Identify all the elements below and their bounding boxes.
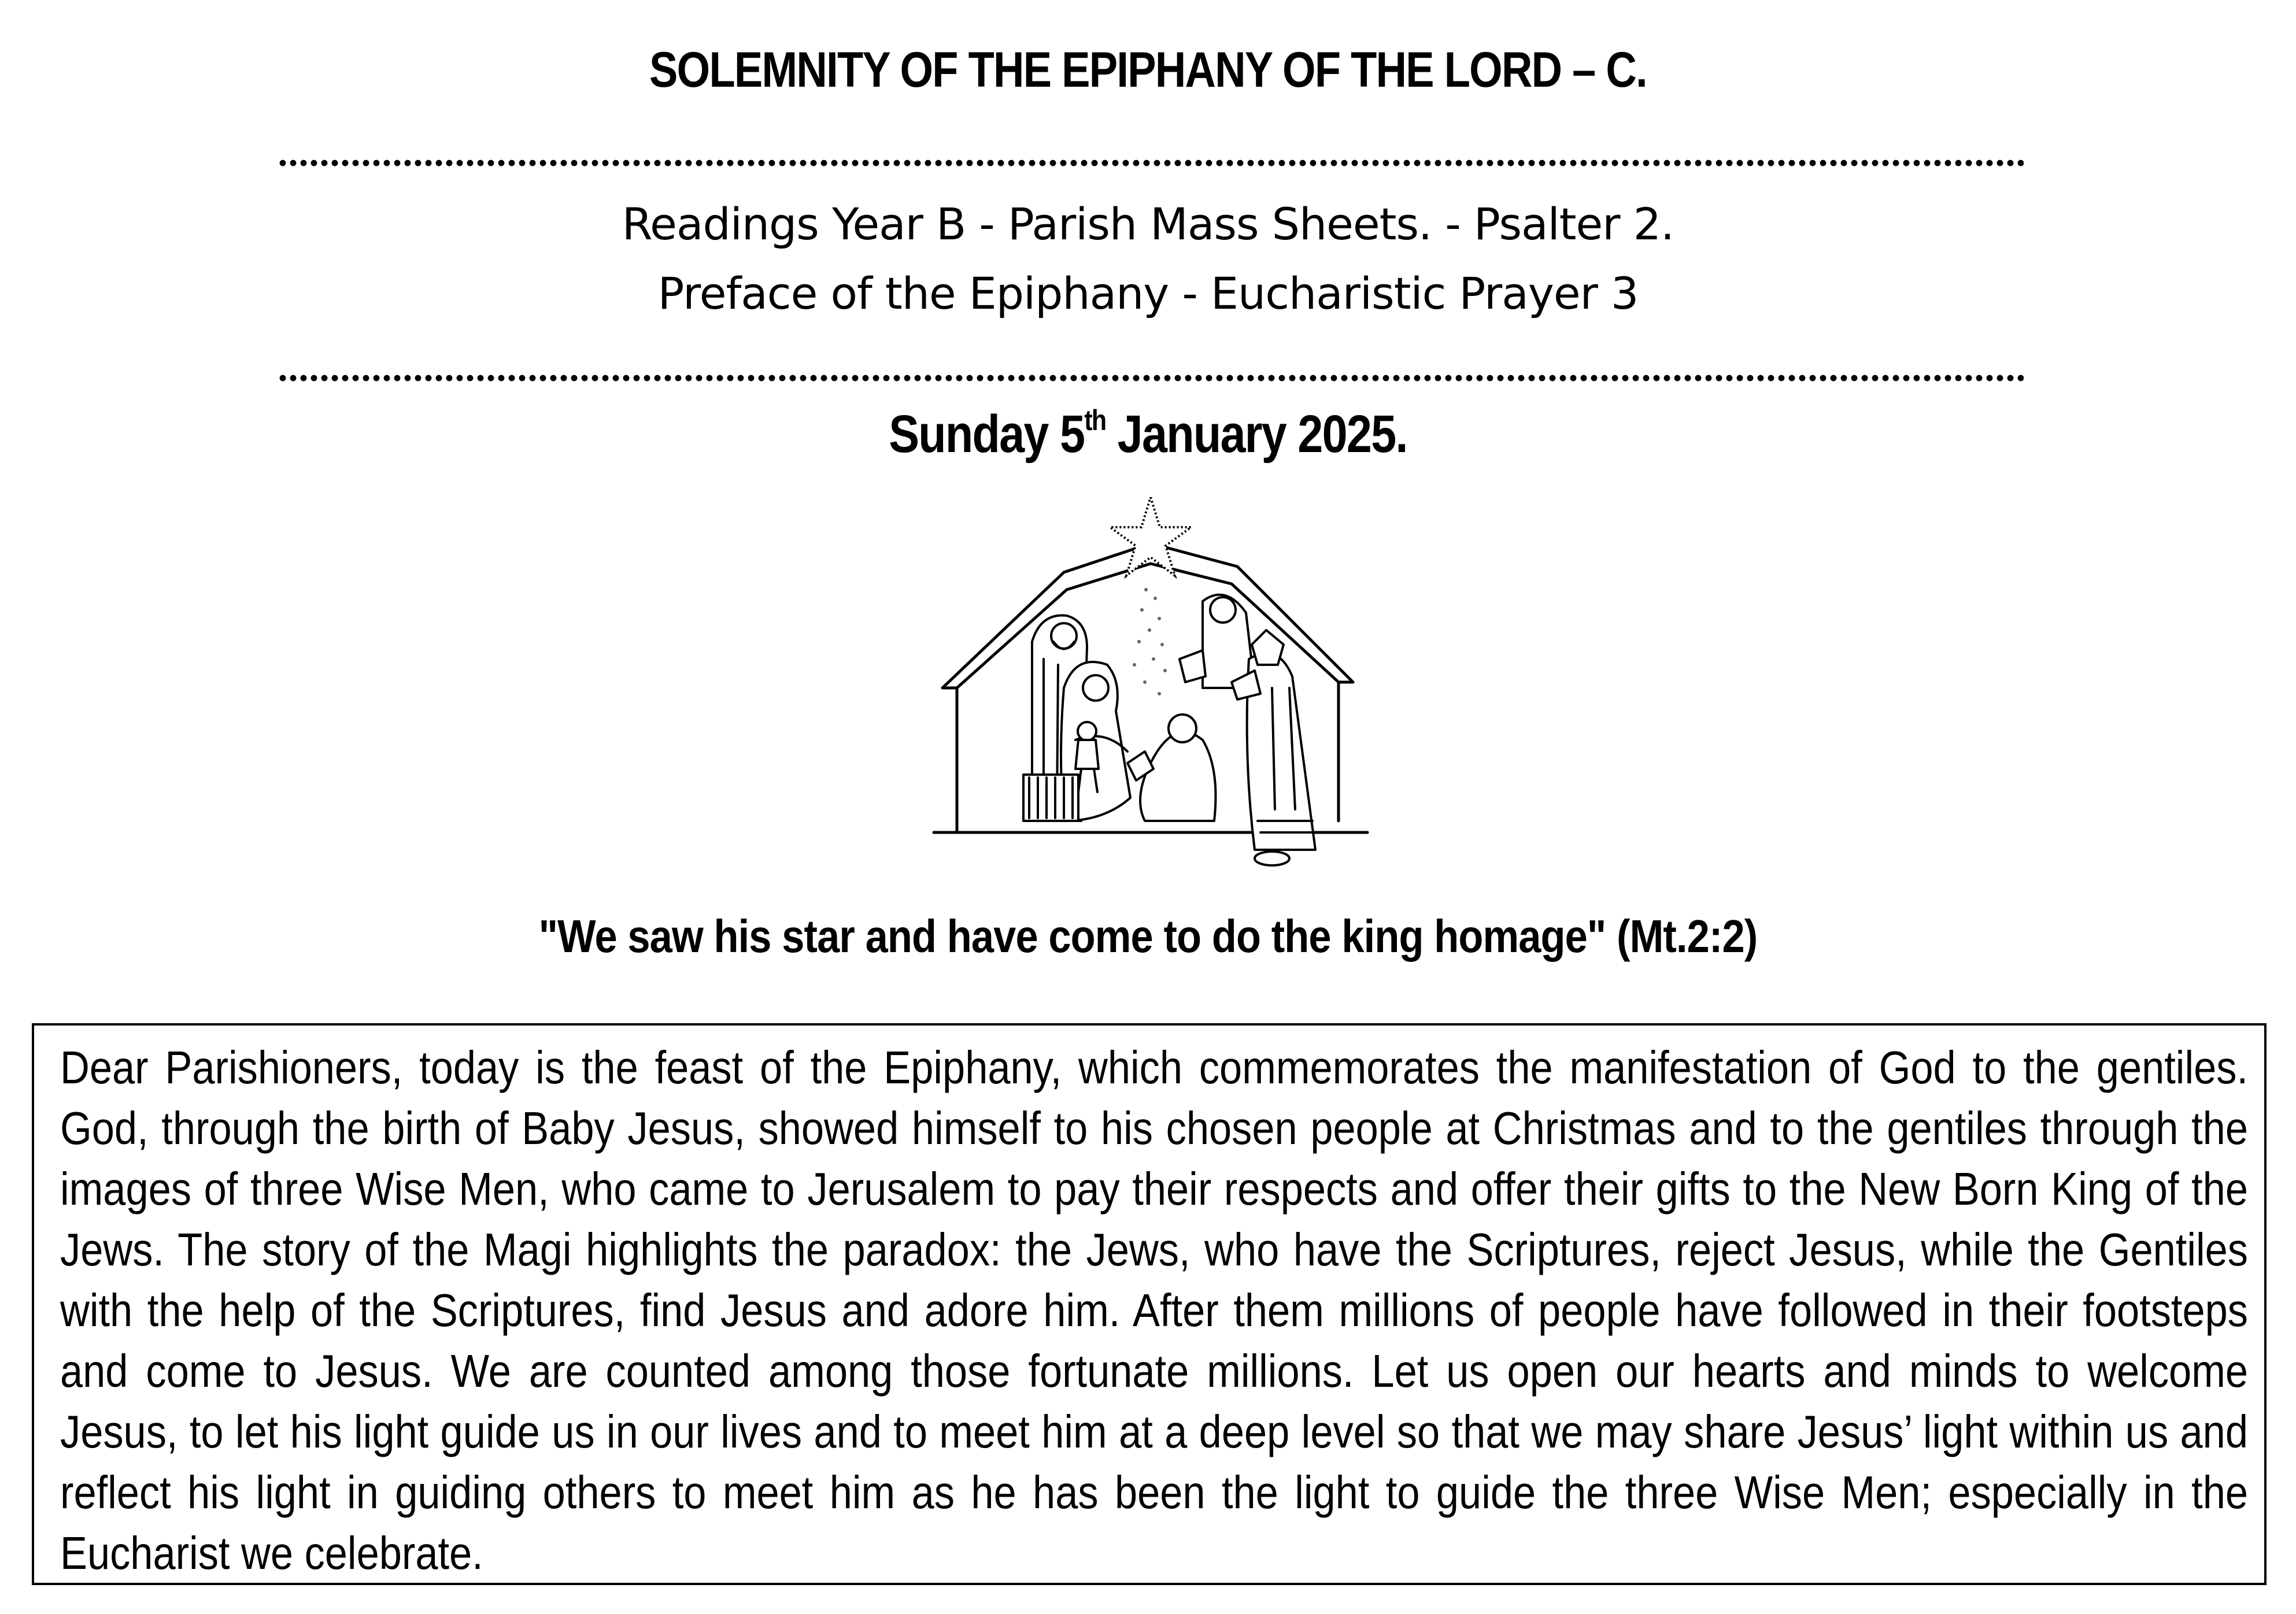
scripture-quote: "We saw his star and have come to do the king homage" (Mt.2:2) [538,910,1758,962]
page-title: SOLEMNITY OF THE EPIPHANY OF THE LORD – C. [649,42,1647,98]
dotted-divider-top [278,156,2024,170]
preface-line: Preface of the Epiphany - Eucharistic Prayer 3 [657,268,1639,319]
date-ordinal-suffix: th [1084,404,1106,436]
gift-box [1023,775,1078,821]
message-text: Dear Parishioners, today is the feast of the Epiphany, which commemorates the manifestation of God to the gentiles. God, through the birth of Baby Jesus, showed himself to his chosen people at Christmas and to the gentiles through the images of three Wise Men, who came to Jerusalem to pay their respects and offer their gifts to the New Born King of the Jews. The story of the Magi highlights the paradox: the Jews, who have the Scriptures, reject Jesus, while the Gentiles with the help of the Scriptures, find Jesus and adore him. After them millions of people have followed in their footsteps and come to Jesus. We are counted among those fortunate millions. Let us open our hearts and minds to welcome Jesus, to let his light guide us in our lives and to meet him at a deep level so that we may share Jesus’ light within us and reflect his light in guiding others to meet him as he has been the light to guide the three Wise Men; especially in the Eucharist we celebrate. [60,1042,2248,1579]
kneeling-wise-man [1127,715,1216,821]
readings-line: Readings Year B - Parish Mass Sheets. - Psalter 2. [622,198,1674,250]
date-prefix: Sunday 5 [889,405,1085,464]
nativity-scene-illustration [931,497,1370,884]
dotted-divider-bottom [278,371,2024,385]
standing-wise-man [1180,595,1255,688]
sunday-date [161,404,2135,464]
date-rest: January 2025. [1106,405,1407,464]
message-box [32,1023,2267,1585]
